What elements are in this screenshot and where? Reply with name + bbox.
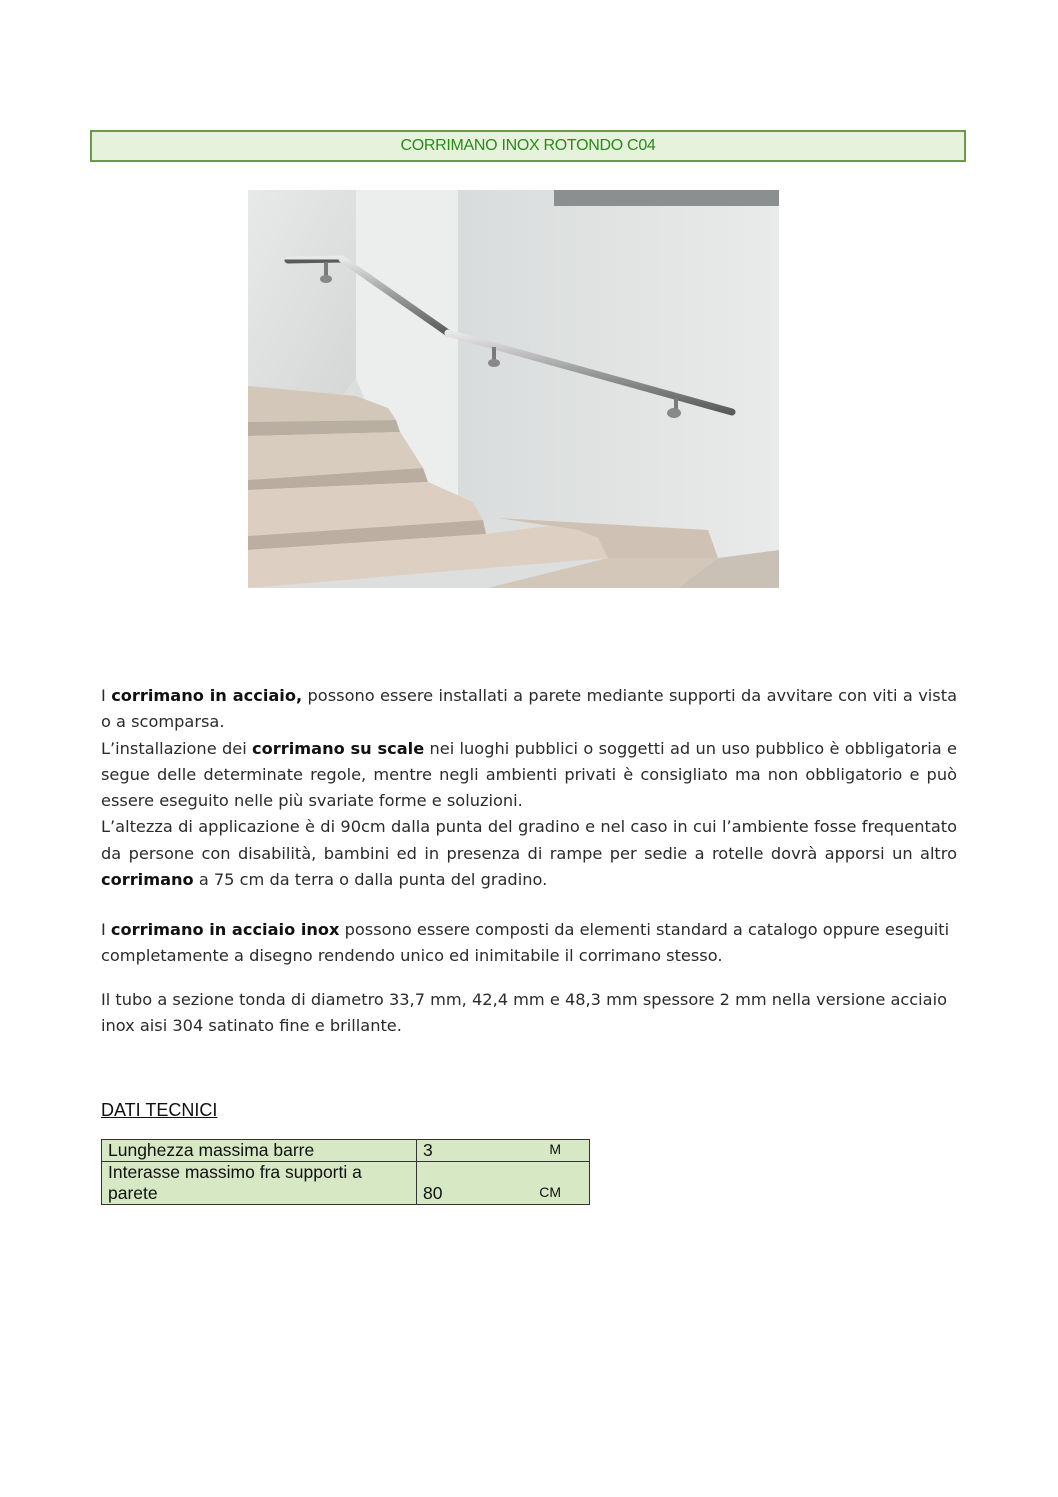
table-cell-label: Interasse massimo fra supporti a parete (102, 1162, 417, 1205)
handrail-photo (248, 190, 779, 588)
description-paragraph (101, 683, 957, 893)
value-text: 3 (423, 1140, 433, 1160)
text-run: possono essere installati a parete mediante supporti da avvitare con viti a vista o a scomparsa. (101, 686, 958, 732)
bold-term: corrimano su scale (252, 738, 425, 758)
table-row (102, 1162, 590, 1205)
table-row (102, 1140, 590, 1162)
components-paragraph (101, 917, 957, 970)
table-cell-value (417, 1162, 590, 1205)
page-title: CORRIMANO INOX ROTONDO C04 (400, 137, 656, 154)
text-run: a 75 cm da terra o dalla punta del gradino. (193, 870, 548, 890)
text-run: I (101, 920, 111, 939)
text-run: possono essere composti da elementi standard a catalogo oppure eseguiti completamente a disegno rendendo unico ed inimitabile il corrimano stesso. (101, 920, 950, 966)
unit-text: M (549, 1141, 561, 1157)
text-run: I (101, 686, 112, 705)
bold-term: corrimano in acciaio inox (110, 920, 340, 939)
table-cell-label: Lunghezza massima barre (102, 1140, 417, 1162)
tech-data-heading: DATI TECNICI (101, 1100, 218, 1120)
bold-term: corrimano (101, 870, 194, 890)
text-run: L’altezza di applicazione è di 90cm dalla punta del gradino e nel caso in cui l’ambiente fosse frequentato da persone con disabilità, bambini ed in presenza di rampe per sedie a rotelle dovrà apporsi un altro (101, 817, 957, 863)
text-run: nei luoghi pubblici o soggetti ad un uso pubblico è obbligatoria e segue delle determinate regole, mentre negli ambienti privati è consigliato ma non obbligatorio e può essere eseguito nelle più svariate forme e soluzioni. (101, 738, 957, 811)
table-cell-value (417, 1140, 590, 1162)
unit-text: CM (539, 1184, 561, 1200)
title-box (90, 130, 966, 162)
text-run: L’installazione dei (101, 738, 253, 758)
tube-paragraph: Il tubo a sezione tonda di diametro 33,7 mm, 42,4 mm e 48,3 mm spessore 2 mm nella versione acciaio inox aisi 304 satinato fine e brillante. (101, 990, 947, 1036)
bold-term: corrimano in acciaio, (111, 686, 303, 705)
tech-data-table (101, 1139, 590, 1205)
value-text: 80 (423, 1183, 443, 1203)
